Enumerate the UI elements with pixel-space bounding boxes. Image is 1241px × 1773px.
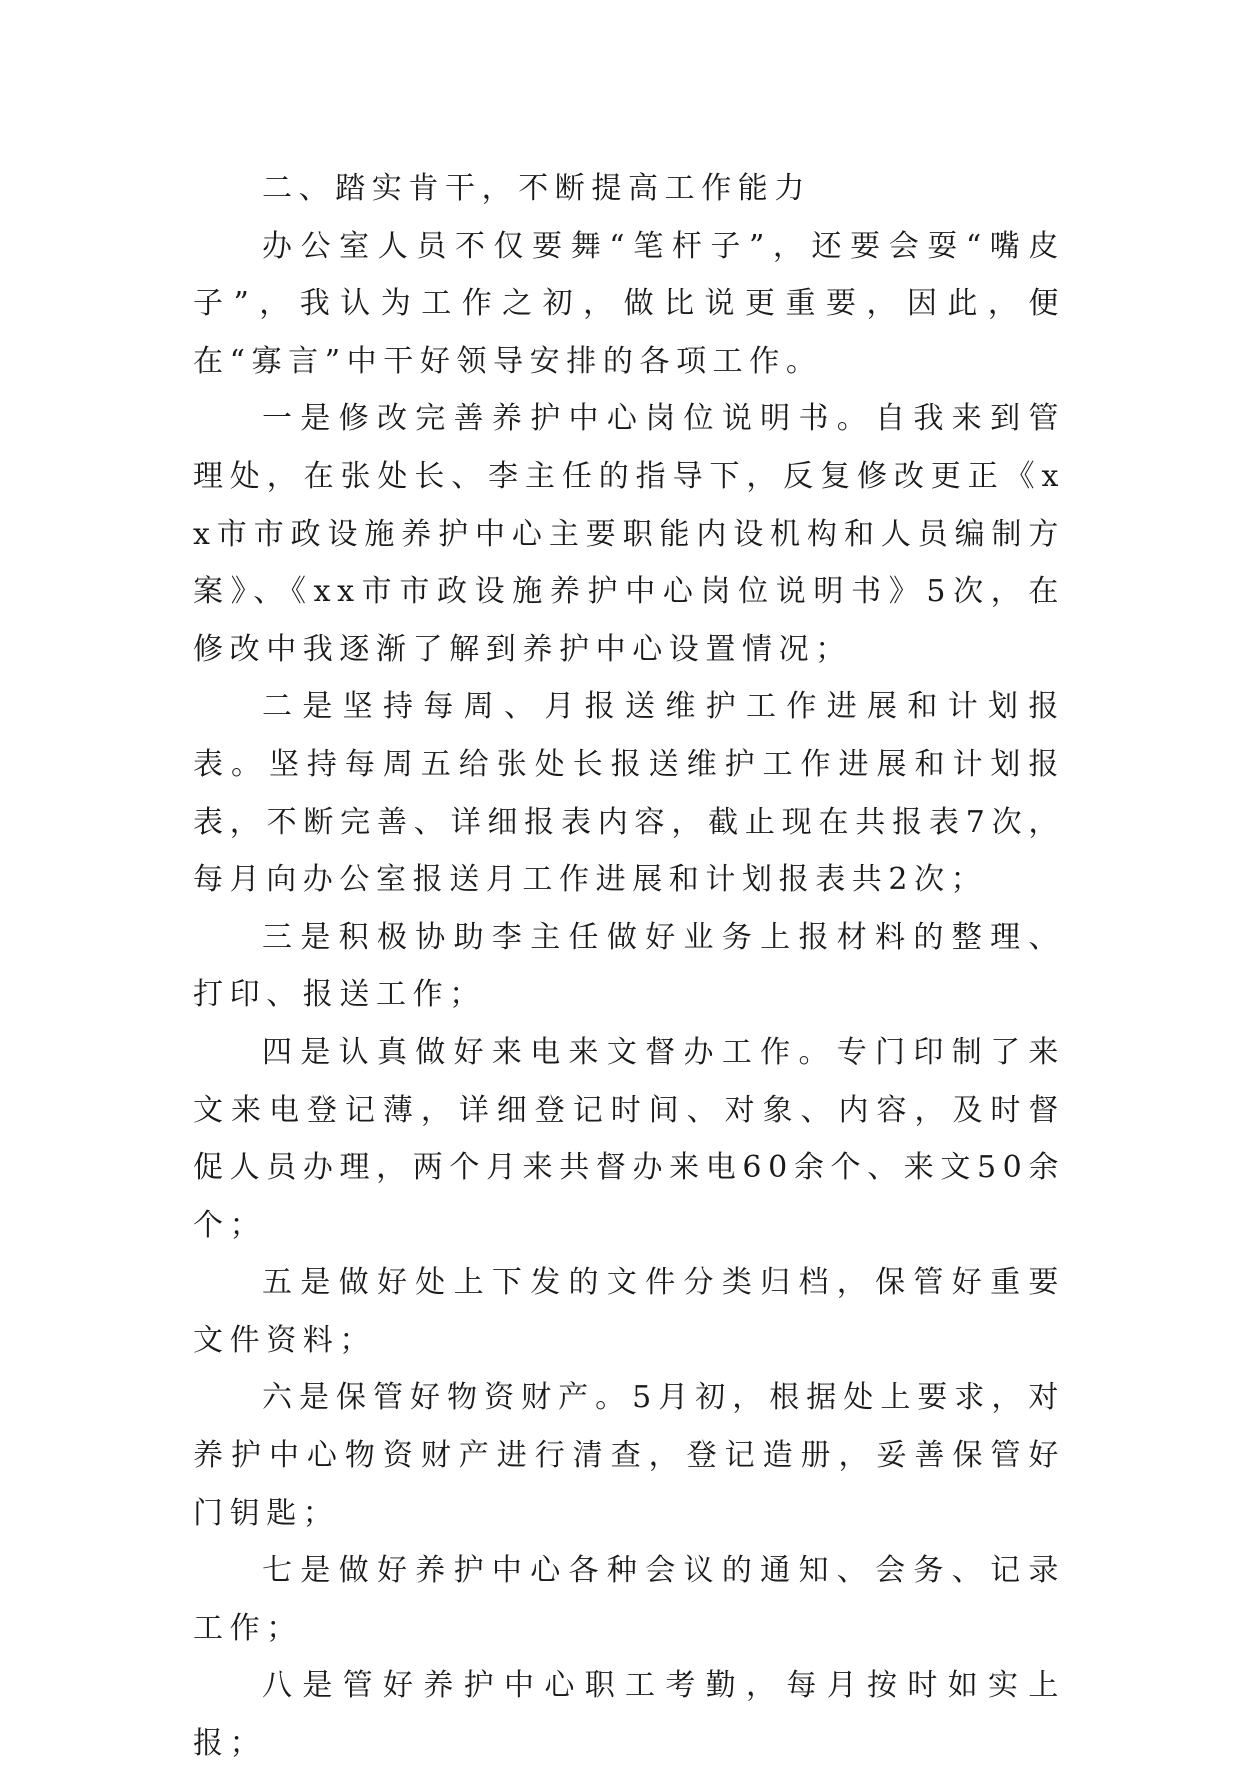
paragraph-item-6: 六是保管好物资财产。5月初，根据处上要求，对养护中心物资财产进行清查，登记造册，妥善保管好门钥匙； [193, 1380, 1065, 1531]
paragraph-item-7: 七是做好养护中心各种会议的通知、会务、记录工作； [193, 1553, 1065, 1646]
document-body [193, 160, 1065, 1773]
paragraph-item-3: 三是积极协助李主任做好业务上报材料的整理、打印、报送工作； [193, 919, 1065, 1013]
section-heading: 二、踏实肯干，不断提高工作能力 [262, 171, 811, 206]
paragraph-item-1: 一是修改完善养护中心岗位说明书。自我来到管理处，在张处长、李主任的指导下，反复修改更正《xx市市政设施养护中心主要职能内设机构和人员编制方案》、《xx市市政设施养护中心岗位说明书》5次，在修改中我逐渐了解到养护中心设置情况； [193, 401, 1065, 667]
paragraph-item-8: 八是管好养护中心职工考勤，每月按时如实上报； [193, 1668, 1065, 1762]
paragraph-item-4: 四是认真做好来电来文督办工作。专门印制了来文来电登记薄，详细登记时间、对象、内容，及时督促人员办理，两个月来共督办来电60余个、来文50余个； [193, 1034, 1065, 1243]
paragraph-item-5: 五是做好处上下发的文件分类归档，保管好重要文件资料； [193, 1265, 1065, 1358]
paragraph-intro: 办公室人员不仅要舞“笔杆子”，还要会耍“嘴皮子”，我认为工作之初，做比说更重要，因此，便在“寡言”中干好领导安排的各项工作。 [193, 228, 1065, 379]
paragraph-item-2: 二是坚持每周、月报送维护工作进展和计划报表。坚持每周五给张处长报送维护工作进展和计划报表，不断完善、详细报表内容，截止现在共报表7次，每月向办公室报送月工作进展和计划报表共2次； [193, 689, 1065, 898]
